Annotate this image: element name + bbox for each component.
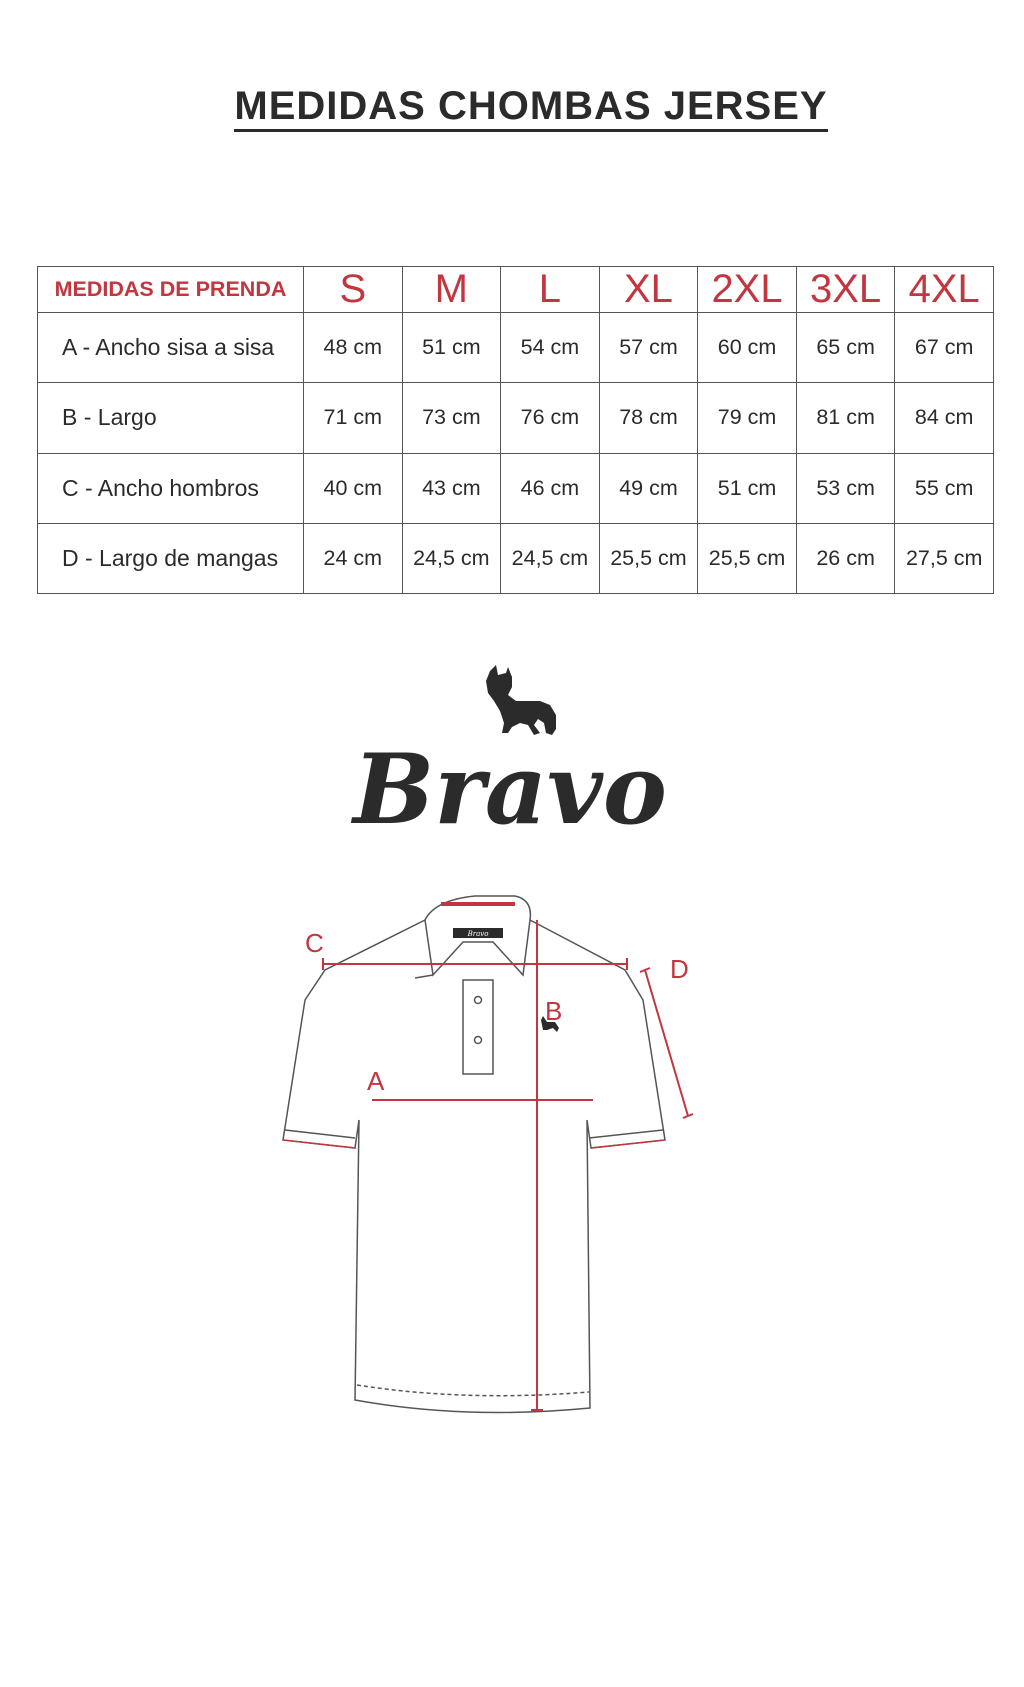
page-title	[0, 84, 1024, 129]
polo-measurement-diagram	[275, 880, 775, 1430]
table-cell: 43 cm	[402, 453, 501, 523]
brand-wordmark: Bravo	[353, 733, 667, 840]
size-header-s: S	[304, 267, 403, 313]
table-cell: 46 cm	[501, 453, 600, 523]
table-cell: 25,5 cm	[698, 523, 797, 593]
header-corner-label: MEDIDAS DE PRENDA	[38, 267, 304, 313]
label-c: C	[305, 928, 324, 958]
table-cell: 84 cm	[895, 383, 994, 453]
size-header-row	[38, 267, 994, 313]
table-cell: 54 cm	[501, 313, 600, 383]
row-label: B - Largo	[38, 383, 304, 453]
size-header-l: L	[501, 267, 600, 313]
label-a: A	[367, 1066, 385, 1096]
table-cell: 51 cm	[698, 453, 797, 523]
table-cell: 60 cm	[698, 313, 797, 383]
bulldog-icon	[486, 665, 556, 735]
collar-stripe	[441, 902, 515, 906]
row-label: A - Ancho sisa a sisa	[38, 313, 304, 383]
title-text: MEDIDAS CHOMBAS JERSEY	[234, 84, 827, 132]
table-cell: 78 cm	[599, 383, 698, 453]
measure-d-line	[645, 970, 688, 1116]
size-table	[37, 266, 994, 594]
size-header-xl: XL	[599, 267, 698, 313]
table-cell: 81 cm	[796, 383, 895, 453]
size-header-m: M	[402, 267, 501, 313]
table-cell: 79 cm	[698, 383, 797, 453]
table-cell: 73 cm	[402, 383, 501, 453]
table-cell: 55 cm	[895, 453, 994, 523]
polo-shirt-outline	[283, 896, 665, 1413]
collar-tag-text: Bravo	[467, 930, 489, 938]
table-cell: 51 cm	[402, 313, 501, 383]
table-cell: 49 cm	[599, 453, 698, 523]
table-cell: 71 cm	[304, 383, 403, 453]
table-row	[38, 453, 994, 523]
size-header-2xl: 2XL	[698, 267, 797, 313]
size-header-3xl: 3XL	[796, 267, 895, 313]
measurement-lines	[323, 920, 693, 1410]
table-cell: 57 cm	[599, 313, 698, 383]
row-label: D - Largo de mangas	[38, 523, 304, 593]
row-label: C - Ancho hombros	[38, 453, 304, 523]
table-cell: 24,5 cm	[402, 523, 501, 593]
table-cell: 26 cm	[796, 523, 895, 593]
table-cell: 76 cm	[501, 383, 600, 453]
table-cell: 24 cm	[304, 523, 403, 593]
size-header-4xl: 4XL	[895, 267, 994, 313]
table-cell: 25,5 cm	[599, 523, 698, 593]
table-row	[38, 383, 994, 453]
table-cell: 48 cm	[304, 313, 403, 383]
label-d: D	[670, 954, 689, 984]
table-cell: 65 cm	[796, 313, 895, 383]
label-b: B	[545, 996, 563, 1026]
table-cell: 27,5 cm	[895, 523, 994, 593]
table-row	[38, 523, 994, 593]
brand-logo	[330, 665, 690, 840]
table-cell: 53 cm	[796, 453, 895, 523]
table-row	[38, 313, 994, 383]
table-cell: 67 cm	[895, 313, 994, 383]
table-cell: 40 cm	[304, 453, 403, 523]
table-cell: 24,5 cm	[501, 523, 600, 593]
